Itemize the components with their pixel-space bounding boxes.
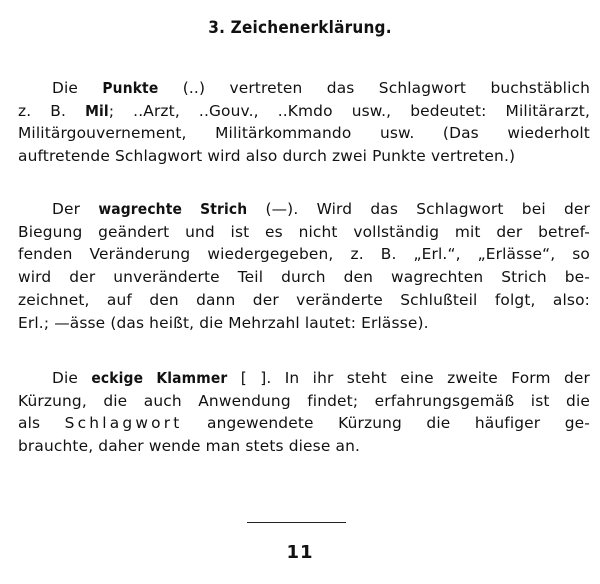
term-mil: Mil [85, 101, 109, 120]
page-number: 11 [286, 542, 314, 563]
paragraph-line: brauchte, daher wende man stets diese an. [18, 437, 361, 456]
paragraph-line: Die Punkte (..) vertreten das Schlagwort buchstäblich [52, 79, 591, 97]
paragraph-line: als Schlagwort angewendete Kürzung die häufiger ge- [18, 414, 591, 433]
paragraph-line: Die eckige Klammer [ ]. In ihr steht eine zweite Form der [52, 369, 590, 387]
paragraph-line: Kürzung, die auch Anwendung findet; erfahrungsgemäß ist die [18, 391, 590, 410]
paragraph-line: auftretende Schlagwort wird also durch zwei Punkte vertreten.) [18, 147, 516, 166]
paragraph-line: fenden Veränderung wiedergegeben, z. B. „Erl.“, „Erlässe“, so [18, 245, 590, 264]
paragraph-line: Erl.; —ässe (das heißt, die Mehrzahl lautet: Erlässe). [18, 313, 429, 332]
paragraph-wagrechter-strich [18, 198, 590, 334]
paragraph-line: Militärgouvernement, Militärkommando usw. (Das wiederholt [18, 124, 590, 143]
footer-divider [247, 522, 346, 523]
spaced-word-schlagwort: Schlagwort [64, 414, 183, 433]
term-eckige-klammer: eckige Klammer [91, 369, 228, 387]
section-heading: 3. Zeichenerklärung. [208, 18, 392, 38]
paragraph-line: z. B. Mil; ..Arzt, ..Gouv., ..Kmdo usw., bedeutet: Militärarzt, [18, 101, 590, 120]
term-punkte: Punkte [102, 79, 159, 97]
paragraph-line: Der wagrechte Strich (—). Wird das Schlagwort bei der [52, 200, 590, 218]
paragraph-punkte [18, 77, 590, 168]
paragraph-eckige-klammer [18, 367, 590, 458]
paragraph-line: Biegung geändert und ist es nicht vollständig mit der betref- [18, 222, 590, 241]
term-wagrechter-strich: wagrechte Strich [98, 200, 248, 218]
paragraph-line: zeichnet, auf den dann der veränderte Schlußteil folgt, also: [18, 290, 590, 309]
paragraph-line: wird der unveränderte Teil durch den wagrechten Strich be- [18, 268, 590, 287]
